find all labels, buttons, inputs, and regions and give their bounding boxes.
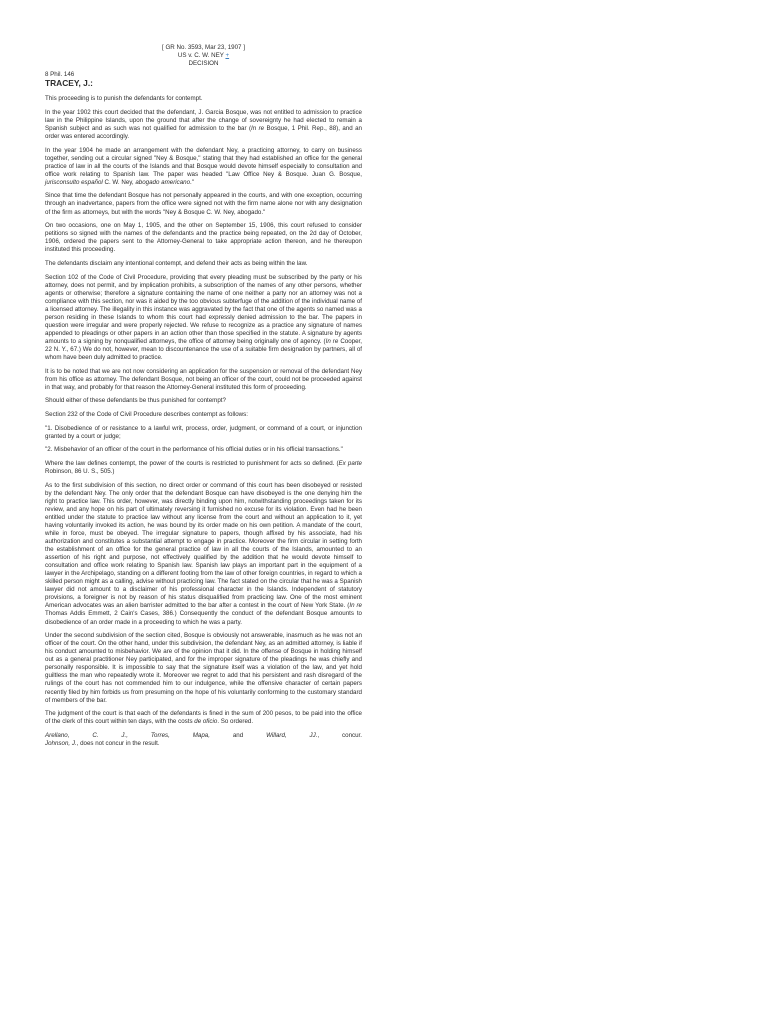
paragraph: Should either of these defendants be thus punished for contempt? (45, 397, 226, 405)
paragraph: In the year 1904 he made an arrangement with the defendant Ney, a practicing attorney, to carry on business together, sending out a circular signed "Ney & Bosque," stating that they had established an office for the general practice of law in all the courts of the Islands and that Bosque would devote himself especially to consultation and office work relating to Spanish law. The paper was headed "Law Office Ney & Bosque. Juan G. Bosque, jurisconsulto español C. W. Ney, abogado americano." (45, 146, 362, 186)
paragraph: Section 232 of the Code of Civil Procedure describes contempt as follows: (45, 411, 248, 419)
case-number-header: [ GR No. 3593, Mar 23, 1907 ] (162, 44, 245, 51)
paragraph: In the year 1902 this court decided that the defendant, J. Garcia Bosque, was not entitled to admission to practice law in the Philippine Islands, upon the ground that after the change of sovereignty he had elected to remain a Spanish subject and as such was not qualified for admission to the bar (In re Bosque, 1 Phil. Rep., 88), and an order was entered accordingly. (45, 108, 362, 140)
paragraph: Under the second subdivision of the section cited, Bosque is obviously not answerable, inasmuch as he was not an officer of the court. On the other hand, under this subdivision, the defendant Ney, as an admitted attorney, is liable if his conduct amounted to misbehavior. We are of the opinion that it did. In the offense of Bosque in holding himself out as a general practitioner Ney participated, and for the improper signature of the pleadings he was chiefly and personally responsible. It is impossible to say that the signature itself was a violation of the law, and yet hold guiltless the man who repeatedly wrote it. Moreover we regret to add that his persistent and rash disregard of the rulings of the court has not commended him to our indulgence, while the offensive character of certain papers recently filed by him forbids us from presuming on the hope of his voluntarily conforming to the customary standard of members of the bar. (45, 632, 362, 704)
paragraph: It is to be noted that we are not now considering an application for the suspension or removal of the defendant Ney from his office as attorney. The defendant Bosque, not being an officer of the court, could not be proceeded against in that way, and probably for that reason the Attorney-General instituted this form of proceeding. (45, 367, 362, 391)
concurrence-line: Arellano, C. J., Torres, Mapa, and Willard, JJ., concur. (45, 731, 362, 739)
paragraph: Where the law defines contempt, the power of the courts is restricted to punishment for acts so defined. (Ex parte Robinson, 86 U. S., 505.) (45, 460, 362, 476)
ponente: TRACEY, J.: (45, 78, 93, 89)
paragraph: The defendants disclaim any intentional contempt, and defend their acts as being within the law. (45, 259, 308, 267)
paragraph: Since that time the defendant Bosque has not personally appeared in the courts, and with one exception, occurring through an inadvertance, papers from the office were signed not with the firm name alone nor with any designation of the firm as attorneys, but with the words "Ney & Bosque C. W. Ney, abogado." (45, 192, 362, 216)
paragraph: On two occasions, one on May 1, 1905, and the other on September 15, 1906, this court refused to consider petitions so signed with the names of the defendants and the practice being repeated, on the 2d day of October, 1906, ordered the papers sent to the Attorney-General to take appropriate action thereon, and he thereupon instituted this proceeding. (45, 222, 362, 254)
paragraph: Section 102 of the Code of Civil Procedure, providing that every pleading must be subscribed by the party or his attorney, does not permit, and by implication prohibits, a subscription of the names of any other persons, whether agents or otherwise; therefore a signature containing the name of one neither a party nor an attorney was not a compliance with this section, nor was it aided by the too obvious subterfuge of the addition of the individual name of a licensed attorney. The illegality in this instance was aggravated by the fact that one of the agents so named was a person residing in these Islands to whom this court had expressly denied admission to the bar. The papers in question were irregular and were properly rejected. We refuse to recognize as a practice any signature of names appended to pleadings or other papers in an action other than those specified in the statute. A signature by agents amounts to a signing by nonqualified attorneys, the office of attorney being originally one of agency. (In re Cooper, 22 N. Y., 67.) We do not, however, mean to discountenance the use of a suitable firm designation by partners, all of whom have been duly admitted to practice. (45, 273, 362, 362)
paragraph: As to the first subdivision of this section, no direct order or command of this court has been disobeyed or resisted by the defendant Ney. The only order that the defendant Bosque can have disobeyed is the one denying him the right to practice law. This order, however, was directly binding upon him, notwithstanding proceedings taken for its review, and any hope on his part of ultimately reversing it furnished no excuse for its violation. Even had he been entitled under the statute to practice law without any license from the court and without an application to it, yet having voluntarily invoked its action, he was bound by its order made on his own petition. A mandate of the court, while in force, must be obeyed. The irregular signature to papers, though affixed by his associate, had his authorization and constitutes a substantial attempt to engage in practice. Moreover the firm circular in setting forth the establishment of an office for the general practice of law in all the courts of the Islands, amounted to an assertion of his right and purpose, not effectively qualified by the addition that he would devote himself to consultation and office work relating to Spanish law. Spanish law plays an important part in the equipment of a lawyer in the Archipelago, standing on a different footing from the law of other foreign countries, in regard to which a skilled person might as a calling, advise without practicing law. The fact stated on the circular that he was a Spanish lawyer did not amount to a disclaimer of his professional character in the Islands. Independent of statutory provisions, a foreigner is not by reason of his status disqualified from practicing law. One of the most eminent American advocates was an alien barrister admitted to the bar after a contest in the court of New York State. (In re Thomas Addis Emmett, 2 Cain's Cases, 386.) Consequently the conduct of the defendant Bosque amounts to disobedience of an order made in a proceeding to which he was a party. (45, 481, 362, 626)
decision-body (45, 95, 362, 748)
statute-quote: "2. Misbehavior of an officer of the court in the performance of his official duties or in his official transactions." (45, 446, 343, 454)
dissent-line: Johnson, J., does not concur in the result. (45, 739, 160, 747)
document-type: DECISION (188, 60, 219, 68)
statute-quote: "1. Disobedience of or resistance to a lawful writ, process, order, judgment, or command of a court, or injunction granted by a court or judge; (45, 424, 362, 440)
judgment-paragraph: The judgment of the court is that each of the defendants is fined in the sum of 200 pesos, to be paid into the office of the clerk of this court within ten days, with the costs de oficio. So ordered. (45, 710, 362, 726)
paragraph: This proceeding is to punish the defendants for contempt. (45, 95, 203, 103)
case-name: US v. C. W. NEY (177, 52, 224, 60)
case-link[interactable]: + (225, 52, 230, 60)
reporter-citation: 8 Phil. 146 (45, 71, 75, 79)
decision-document (45, 44, 362, 754)
case-title (45, 52, 362, 60)
